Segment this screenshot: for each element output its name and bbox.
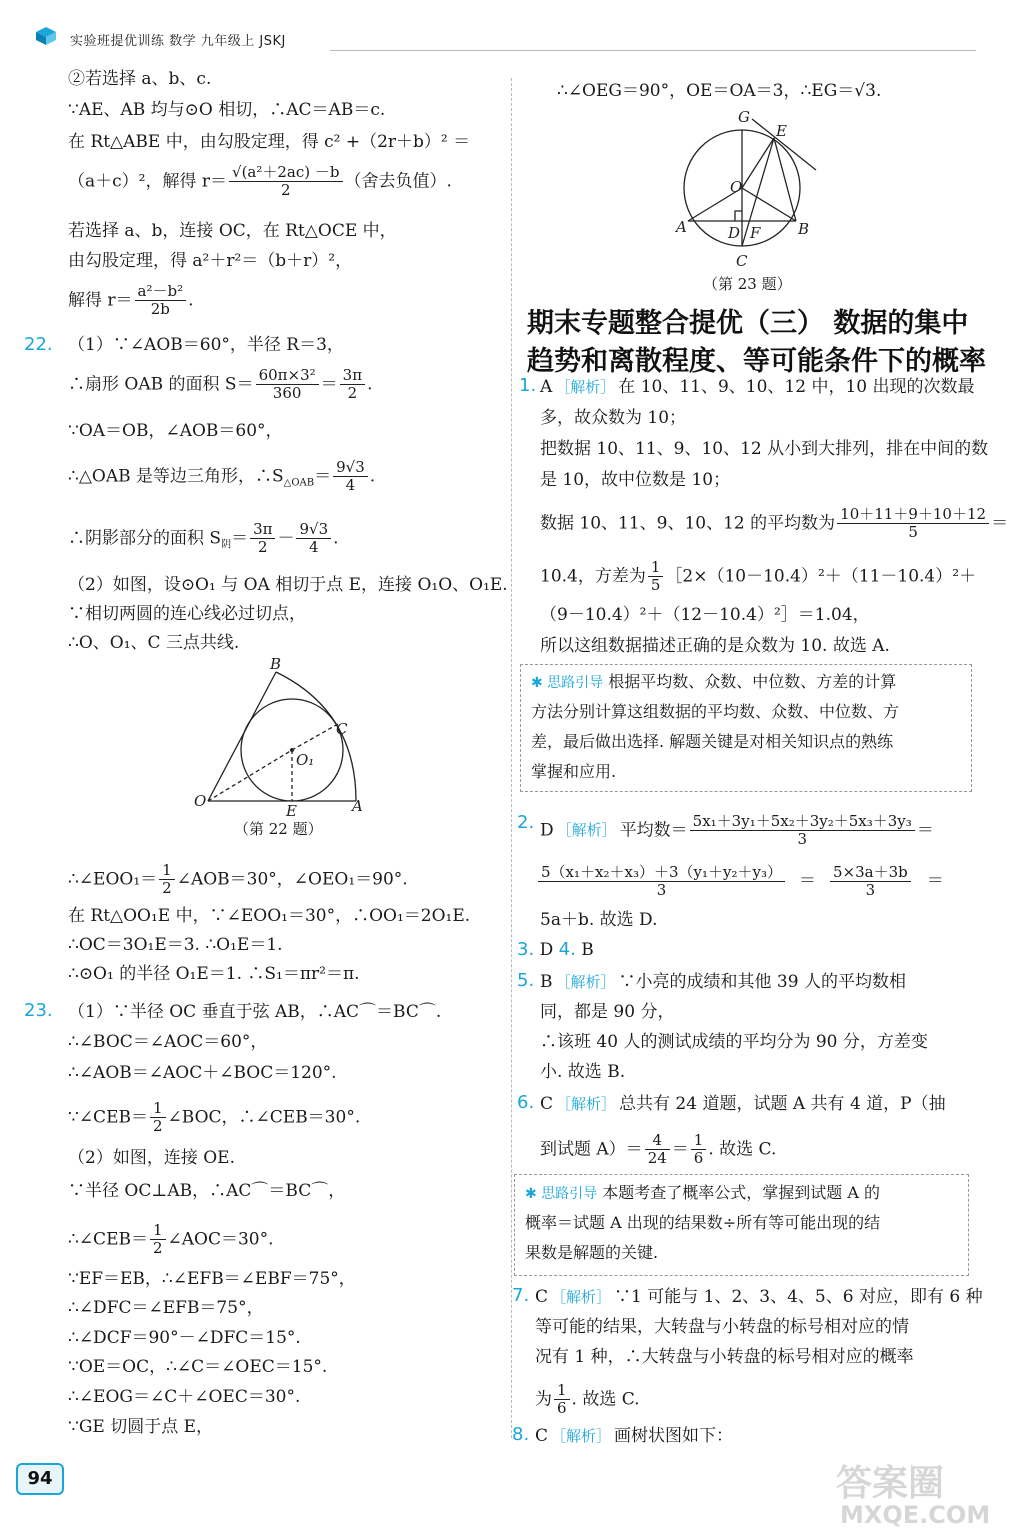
fig23-label-e: E	[776, 122, 787, 140]
q23-line7-b: ∠AOC＝30°.	[167, 1229, 274, 1250]
p6-line2-b: . 故选 C.	[708, 1139, 777, 1160]
p7-line1	[535, 1286, 983, 1308]
p6-number: 6.	[517, 1092, 535, 1113]
q21-line4-a: （a＋c）²，解得 r＝	[68, 171, 228, 192]
analysis-tag: ［解析］	[555, 973, 616, 991]
tip2-line1-text: 本题考查了概率公式，掌握到试题 A 的	[602, 1183, 881, 1202]
fig22-label-c: C	[336, 720, 348, 738]
tip1-line3: 差，最后做出选择. 解题关键是对相关知识点的熟练	[531, 732, 894, 751]
frac-num: 3π	[340, 367, 365, 385]
frac-den: 360	[272, 384, 302, 403]
fig23-label-f: F	[750, 224, 761, 242]
q23-line6: ∵半径 OC⊥AB，∴AC⌒＝BC⌒，	[68, 1181, 346, 1201]
p7-line2: 等可能的结果，大转盘与小转盘的标号相对应的情	[535, 1317, 909, 1337]
frac-den: 2b	[150, 300, 170, 319]
p1-line1-text: 在 10、11、9、10、12 中，10 出现的次数最	[618, 377, 975, 397]
q21-line7	[68, 283, 194, 319]
p1-line5	[540, 506, 1008, 542]
tip2-line1	[525, 1182, 880, 1205]
q22-triangle-fraction	[333, 459, 368, 495]
q23-line5: （2）如图，连接 OE.	[68, 1148, 235, 1168]
equals: ＝	[314, 466, 332, 487]
p1-line1	[540, 376, 974, 398]
frac-den: 6	[693, 1149, 704, 1168]
tip-label-text: 思路引导	[541, 1186, 598, 1202]
frac-num: 1	[554, 1382, 570, 1400]
q22-line2	[68, 367, 372, 403]
q21-line5: 若选择 a、b，连接 OC，在 Rt△OCE 中，	[68, 221, 397, 241]
watermark-line2: MXQE.COM	[840, 1501, 991, 1527]
frac-num: 1	[691, 1132, 707, 1150]
p2-line3: 5a＋b. 故选 D.	[540, 910, 658, 930]
q22-area-fraction-2	[340, 367, 365, 403]
page-number: 94	[16, 1463, 64, 1495]
equals: ＝	[926, 871, 944, 892]
p7-line4-a: 为	[535, 1389, 552, 1410]
q22-line9	[68, 862, 408, 898]
subscript: △OAB	[283, 477, 315, 489]
figure-22-caption: （第 22 题）	[234, 820, 323, 838]
minus: －	[277, 528, 295, 549]
p5-line4: 小. 故选 B.	[540, 1062, 626, 1082]
p8-line1	[535, 1425, 733, 1447]
p2-line2	[536, 864, 944, 900]
frac-den: 5	[650, 576, 661, 595]
p8-number: 8.	[512, 1424, 530, 1445]
tip1-line2: 方法分别计算这组数据的平均数、众数、中位数、方	[531, 702, 900, 721]
p6-line1	[540, 1093, 946, 1115]
equals: ＝	[916, 820, 934, 841]
p4-number: 4.	[558, 939, 576, 960]
fig22-label-b: B	[270, 656, 282, 673]
q23-line7	[68, 1222, 274, 1258]
watermark-line1: 答案圈	[836, 1463, 945, 1504]
frac-num: 1	[150, 1222, 166, 1240]
frac-num: 1	[648, 559, 664, 577]
q23-line3: ∴∠AOB＝∠AOC＋∠BOC＝120°.	[68, 1063, 337, 1083]
p2-mean-fraction	[690, 813, 915, 849]
q23-line13: ∵GE 切圆于点 E，	[68, 1417, 214, 1437]
p8-line1-text: 画树状图如下：	[614, 1426, 734, 1446]
analysis-tag: ［解析］	[551, 1427, 612, 1445]
section-title-line2: 趋势和离散程度、等可能条件下的概率	[527, 346, 986, 377]
q22-line10: 在 Rt△OO₁E 中，∵∠EOO₁＝30°，∴OO₁＝2O₁E.	[68, 906, 471, 926]
q22-shade-fraction-2	[296, 521, 331, 557]
tip-box-1	[520, 664, 972, 792]
q21-line3: 在 Rt△ABE 中，由勾股定理，得 c² +（2r＋b）² ＝	[68, 132, 471, 152]
frac-den: 2	[162, 879, 172, 898]
q23-number: 23.	[24, 1000, 53, 1021]
q23-line11: ∵OE＝OC，∴∠C＝∠OEC＝15°.	[68, 1357, 328, 1377]
equals: ＝	[671, 1139, 689, 1160]
fig23-label-d: D	[728, 224, 741, 242]
frac-num: 9√3	[333, 459, 368, 477]
p5-answer: B	[540, 972, 553, 992]
q23-line10: ∴∠DCF＝90°－∠DFC＝15°.	[68, 1328, 301, 1348]
q21-line7-a: 解得 r＝	[68, 290, 133, 311]
frac-num: 5x₁＋3y₁＋5x₂＋3y₂＋5x₃＋3y₃	[690, 813, 915, 831]
q22-line1: （1）∵∠AOB＝60°，半径 R＝3，	[68, 335, 344, 355]
fig22-label-a: A	[352, 797, 363, 815]
q22-line4-a: ∴△OAB 是等边三角形，∴S	[68, 466, 284, 487]
p7-fraction	[554, 1382, 570, 1418]
frac-den: 4	[345, 476, 356, 495]
frac-den: 2	[152, 1117, 163, 1136]
equals: ＝	[798, 871, 816, 892]
q23-line12: ∴∠EOG＝∠C＋∠OEC＝30°.	[68, 1387, 301, 1407]
half-fraction	[150, 1100, 166, 1136]
p7-line1-text: ∵1 可能与 1、2、3、4、5、6 对应，即有 6 种	[614, 1287, 983, 1307]
p7-line3: 况有 1 种，∴大转盘与小转盘的标号相对应的概率	[535, 1347, 914, 1367]
analysis-tag: ［解析］	[556, 821, 617, 840]
figure-23	[672, 104, 822, 272]
q22-shade-fraction-1	[250, 521, 275, 557]
frac-den: 2	[257, 538, 268, 557]
p1-line6	[540, 559, 976, 595]
tip2-line2: 概率＝试题 A 出现的结果数÷所有等可能出现的结	[525, 1213, 881, 1232]
q23-line4-a: ∵∠CEB＝	[68, 1107, 148, 1128]
p2-result-fraction	[830, 864, 911, 900]
p2-line1-a: 平均数＝	[619, 820, 688, 841]
fig23-line-oe	[742, 138, 774, 188]
q21-line4	[68, 164, 452, 200]
p6-fraction-2	[691, 1132, 707, 1168]
frac-den: 3	[656, 881, 667, 900]
frac-den: 2	[280, 181, 291, 200]
p6-answer: C	[540, 1094, 554, 1114]
q21-line7-b: .	[188, 290, 194, 311]
p5-line1-text: ∵小亮的成绩和其他 39 人的平均数相	[618, 972, 906, 992]
p5-line2: 同，都是 90 分，	[540, 1002, 675, 1022]
p5-number: 5.	[517, 970, 535, 991]
q22-line6: （2）如图，设⊙O₁ 与 OA 相切于点 E，连接 O₁O、O₁E.	[68, 575, 508, 595]
q21-line2: ∵AE、AB 均与⊙O 相切，∴AC＝AB＝c.	[68, 100, 386, 120]
fig23-label-o: O	[730, 178, 743, 196]
subscript: 阴	[221, 539, 232, 551]
q21-line4-b: （舍去负值）.	[344, 171, 452, 192]
q22-line3: ∵OA＝OB，∠AOB＝60°，	[68, 421, 283, 441]
fig22-label-e: E	[286, 802, 297, 816]
frac-num: 4	[645, 1132, 670, 1150]
p7-line4	[535, 1382, 640, 1418]
q23-line2: ∴∠BOC＝∠AOC＝60°，	[68, 1032, 268, 1052]
period: .	[369, 466, 376, 487]
p1-line7: （9－10.4）²＋（12－10.4）²］＝1.04，	[540, 605, 870, 625]
p7-number: 7.	[512, 1285, 530, 1306]
p7-line4-b: . 故选 C.	[571, 1389, 640, 1410]
q21-root-fraction	[229, 164, 342, 200]
tip-box-2	[514, 1174, 969, 1276]
period: .	[333, 528, 339, 549]
frac-num: 60π×3²	[256, 367, 319, 385]
fig23-label-a: A	[676, 218, 687, 236]
q22-area-fraction-1	[256, 367, 319, 403]
analysis-tag: ［解析］	[555, 378, 616, 396]
q21-r-fraction	[135, 283, 187, 319]
p1-line6-b: ［2×（10－10.4）²＋（11－10.4）²＋	[665, 566, 977, 587]
frac-den: 24	[647, 1149, 667, 1168]
q22-line4	[68, 459, 375, 495]
watermark-logo	[830, 1455, 1010, 1527]
p6-line2-a: 到试题 A）＝	[540, 1139, 643, 1160]
fig23-label-c: C	[736, 252, 748, 270]
frac-num: 3π	[250, 521, 275, 539]
frac-den: 5	[908, 523, 918, 542]
p6-line1-text: 总共有 24 道题，试题 A 共有 4 道，P（抽	[619, 1094, 946, 1114]
q22-line12: ∴⊙O₁ 的半径 O₁E＝1. ∴S₁＝πr²＝π.	[68, 964, 360, 984]
p6-fraction-1	[645, 1132, 670, 1168]
half-fraction	[150, 1222, 166, 1258]
p1-line5-a: 数据 10、11、9、10、12 的平均数为	[540, 513, 836, 534]
q22-number: 22.	[24, 334, 53, 355]
q21-line1: ②若选择 a、b、c.	[68, 69, 212, 89]
column-divider	[511, 78, 512, 1438]
p6-line2	[540, 1132, 776, 1168]
q22-line8: ∴O、O₁、C 三点共线.	[68, 633, 240, 653]
q23-line4	[68, 1100, 360, 1136]
fig23-right-angle	[735, 211, 742, 221]
frac-den: 3	[797, 830, 807, 849]
tip2-line3: 果数是解题的关键.	[525, 1243, 659, 1262]
frac-den: 2	[347, 384, 358, 403]
q22-line5	[68, 521, 339, 557]
frac-num: 9√3	[296, 521, 331, 539]
p2-line1	[540, 813, 934, 849]
p7-answer: C	[535, 1287, 549, 1307]
half-fraction	[159, 862, 175, 898]
analysis-tag: ［解析］	[551, 1288, 612, 1306]
p1-variance-fraction	[648, 559, 664, 595]
frac-num: 1	[159, 862, 175, 880]
q22-line5-a: ∴阴影部分的面积 S	[68, 528, 222, 549]
equals: ＝	[231, 528, 249, 549]
frac-num: a²－b²	[135, 283, 187, 301]
q21-line6: 由勾股定理，得 a²＋r²＝（b＋r）²，	[68, 251, 353, 271]
p1-number: 1.	[519, 375, 537, 396]
frac-num: 5（x₁＋x₂＋x₃）＋3（y₁＋y₂＋y₃）	[538, 864, 785, 882]
p1-line6-a: 10.4，方差为	[540, 566, 646, 587]
fig22-label-o: O	[194, 792, 207, 810]
q22-line11: ∴OC＝3O₁E＝3. ∴O₁E＝1.	[68, 935, 283, 955]
p1-answer: A	[540, 377, 553, 397]
fig23-label-g: G	[738, 108, 750, 126]
frac-den: 6	[557, 1399, 567, 1418]
fig23-line-eb	[774, 138, 796, 221]
q23-line4-b: ∠BOC，∴∠CEB＝30°.	[167, 1107, 361, 1128]
p1-line8: 所以这组数据描述正确的是众数为 10. 故选 A.	[540, 636, 890, 656]
p2-answer: D	[540, 820, 554, 841]
fig22-center-dot	[290, 748, 294, 752]
equals: ＝	[320, 374, 338, 395]
q23-line7-a: ∴∠CEB＝	[68, 1229, 148, 1250]
p3-answer: D	[539, 940, 554, 960]
q23-line1: （1）∵半径 OC 垂直于弦 AB，∴AC⌒＝BC⌒.	[68, 1002, 442, 1022]
q22-line7: ∵相切两圆的连心线必过切点，	[68, 604, 306, 624]
q23-line9: ∴∠DFC＝∠EFB＝75°，	[68, 1298, 264, 1318]
book-logo-icon	[34, 26, 58, 46]
frac-num: 1	[150, 1100, 166, 1118]
p1-mean-fraction	[837, 506, 989, 542]
frac-den: 4	[309, 538, 319, 557]
p5-line1	[540, 971, 906, 993]
p3-number: 3.	[517, 939, 535, 960]
period: .	[367, 374, 373, 395]
section-title-line1: 期末专题整合提优（三） 数据的集中	[527, 308, 969, 339]
tip-label: ✱ 思路引导	[525, 1186, 598, 1202]
frac-den: 3	[865, 881, 876, 900]
tip1-line1-text: 根据平均数、众数、中位数、方差的计算	[608, 672, 897, 691]
tip1-line4: 掌握和应用.	[531, 762, 617, 781]
p1-line2: 多，故众数为 10；	[540, 408, 687, 428]
frac-num: √(a²＋2ac) －b	[229, 164, 342, 182]
p8-answer: C	[535, 1426, 549, 1446]
equals: ＝	[991, 513, 1009, 534]
p2-number: 2.	[517, 812, 535, 833]
p5-line3: ∴该班 40 人的测试成绩的平均分为 90 分，方差变	[540, 1032, 928, 1052]
p2-grouped-fraction	[538, 864, 785, 900]
figure-22	[186, 656, 376, 816]
p1-line3: 把数据 10、11、9、10、12 从小到大排列，排在中间的数	[540, 439, 989, 459]
q22-line9-b: ∠AOB＝30°，∠OEO₁＝90°.	[176, 869, 408, 890]
frac-num: 5×3a＋3b	[830, 864, 911, 882]
frac-num: 10＋11＋9＋10＋12	[837, 506, 989, 524]
q23-line8: ∵EF＝EB，∴∠EFB＝∠EBF＝75°，	[68, 1269, 356, 1289]
figure-23-caption: （第 23 题）	[703, 275, 792, 293]
p3-p4-line	[517, 939, 594, 961]
header-rule	[330, 50, 976, 51]
fig22-side-ob	[208, 672, 276, 801]
tip-label: ✱ 思路引导	[531, 675, 604, 691]
fig22-label-o1: O₁	[296, 751, 315, 769]
tip-label-text: 思路引导	[547, 675, 604, 691]
p4-answer: B	[581, 940, 594, 960]
header-title: 实验班提优训练 数学 九年级上 JSKJ	[70, 34, 286, 49]
tip1-line1	[531, 671, 896, 694]
fig23-label-b: B	[798, 220, 810, 238]
analysis-tag: ［解析］	[556, 1095, 617, 1113]
p1-line4: 是 10，故中位数是 10；	[540, 470, 731, 490]
fig22-line-oc	[208, 724, 338, 801]
q22-line9-a: ∴∠EOO₁＝	[68, 869, 158, 890]
q22-line2-a: ∴扇形 OAB 的面积 S＝	[68, 374, 254, 395]
frac-den: 2	[152, 1239, 163, 1258]
q23-continued-line: ∴∠OEG＝90°，OE＝OA＝3，∴EG＝√3.	[557, 81, 882, 101]
